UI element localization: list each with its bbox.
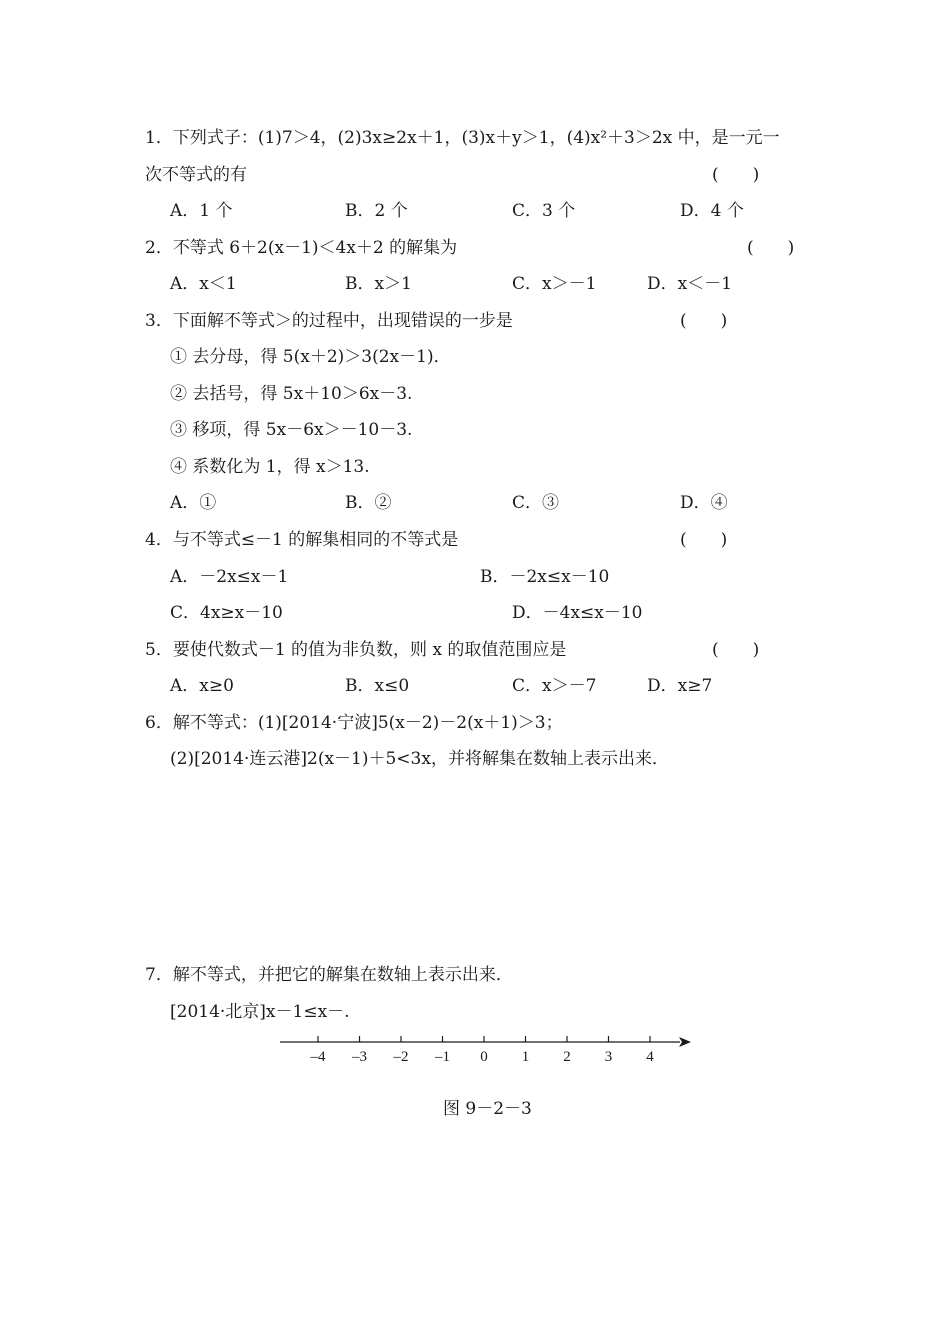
q4-stem: 4．与不等式≤－1 的解集相同的不等式是 bbox=[145, 530, 459, 550]
q1-stem-line2: 次不等式的有 bbox=[145, 165, 247, 185]
q5-option-c: C．x＞－7 bbox=[512, 676, 597, 696]
q3-step-2: ② 去括号，得 5x＋10＞6x－3. bbox=[170, 384, 413, 404]
q1-option-b: B．2 个 bbox=[345, 201, 408, 221]
q3-stem: 3．下面解不等式＞的过程中，出现错误的一步是 bbox=[145, 311, 513, 331]
q7-sub: [2014·北京]x－1≤x－. bbox=[170, 1002, 350, 1022]
q3-option-c: C．③ bbox=[512, 493, 560, 513]
figure-caption: 图 9－2－3 bbox=[443, 1099, 532, 1119]
number-line-ticks bbox=[310, 1036, 655, 1065]
q7-stem: 7．解不等式，并把它的解集在数轴上表示出来． bbox=[145, 965, 513, 985]
number-line-tick-label: 2 bbox=[563, 1049, 571, 1065]
number-line-tick-label: –1 bbox=[435, 1049, 450, 1065]
q3-step-4: ④ 系数化为 1，得 x＞13. bbox=[170, 457, 370, 477]
q1-option-a: A．1 个 bbox=[170, 201, 233, 221]
q5-option-a: A．x≥0 bbox=[170, 676, 234, 696]
number-line bbox=[270, 1030, 700, 1078]
number-line-tick-label: 3 bbox=[604, 1049, 613, 1065]
q5-stem: 5．要使代数式－1 的值为非负数，则 x 的取值范围应是 bbox=[145, 640, 567, 660]
q6-stem-line2: (2)[2014·连云港]2(x－1)＋5<3x，并将解集在数轴上表示出来． bbox=[170, 749, 669, 769]
q2-stem: 2．不等式 6＋2(x－1)＜4x＋2 的解集为 bbox=[145, 238, 458, 258]
number-line-tick-label: –2 bbox=[393, 1049, 409, 1065]
q3-option-b: B．② bbox=[345, 493, 392, 513]
q5-option-d: D．x≥7 bbox=[647, 676, 713, 696]
number-line-arrow-icon bbox=[679, 1037, 691, 1047]
q3-step-1: ① 去分母，得 5(x＋2)＞3(2x－1)． bbox=[170, 347, 451, 367]
q3-answer-paren: ( ) bbox=[680, 311, 728, 331]
q4-answer-paren: ( ) bbox=[680, 530, 728, 550]
q4-option-d: D．－4x≤x－10 bbox=[512, 603, 643, 623]
q2-option-a: A．x＜1 bbox=[170, 274, 237, 294]
number-line-tick-label: –3 bbox=[352, 1049, 367, 1065]
q2-option-b: B．x＞1 bbox=[345, 274, 412, 294]
q1-answer-paren: ( ) bbox=[712, 165, 760, 185]
number-line-tick-label: –4 bbox=[310, 1049, 326, 1065]
q2-option-d: D．x＜－1 bbox=[647, 274, 733, 294]
q1-stem-line1: 1．下列式子：(1)7＞4，(2)3x≥2x＋1，(3)x＋y＞1，(4)x²＋3＞2x 中，是一元一 bbox=[145, 128, 780, 148]
q3-option-a: A．① bbox=[170, 493, 217, 513]
q2-answer-paren: ( ) bbox=[747, 238, 795, 258]
q2-option-c: C．x＞－1 bbox=[512, 274, 597, 294]
number-line-tick-label: 4 bbox=[646, 1049, 654, 1065]
q1-option-d: D．4 个 bbox=[680, 201, 744, 221]
q4-option-a: A．－2x≤x－1 bbox=[170, 567, 289, 587]
q4-option-c: C．4x≥x－10 bbox=[170, 603, 283, 623]
q1-option-c: C．3 个 bbox=[512, 201, 576, 221]
q4-option-b: B．－2x≤x－10 bbox=[480, 567, 610, 587]
q6-stem-line1: 6．解不等式：(1)[2014·宁波]5(x－2)－2(x＋1)＞3； bbox=[145, 713, 563, 733]
number-line-tick-label: 1 bbox=[521, 1049, 530, 1065]
q5-answer-paren: ( ) bbox=[712, 640, 760, 660]
q3-step-3: ③ 移项，得 5x－6x＞－10－3. bbox=[170, 420, 413, 440]
q3-option-d: D．④ bbox=[680, 493, 728, 513]
number-line-tick-label: 0 bbox=[480, 1049, 488, 1065]
q5-option-b: B．x≤0 bbox=[345, 676, 410, 696]
